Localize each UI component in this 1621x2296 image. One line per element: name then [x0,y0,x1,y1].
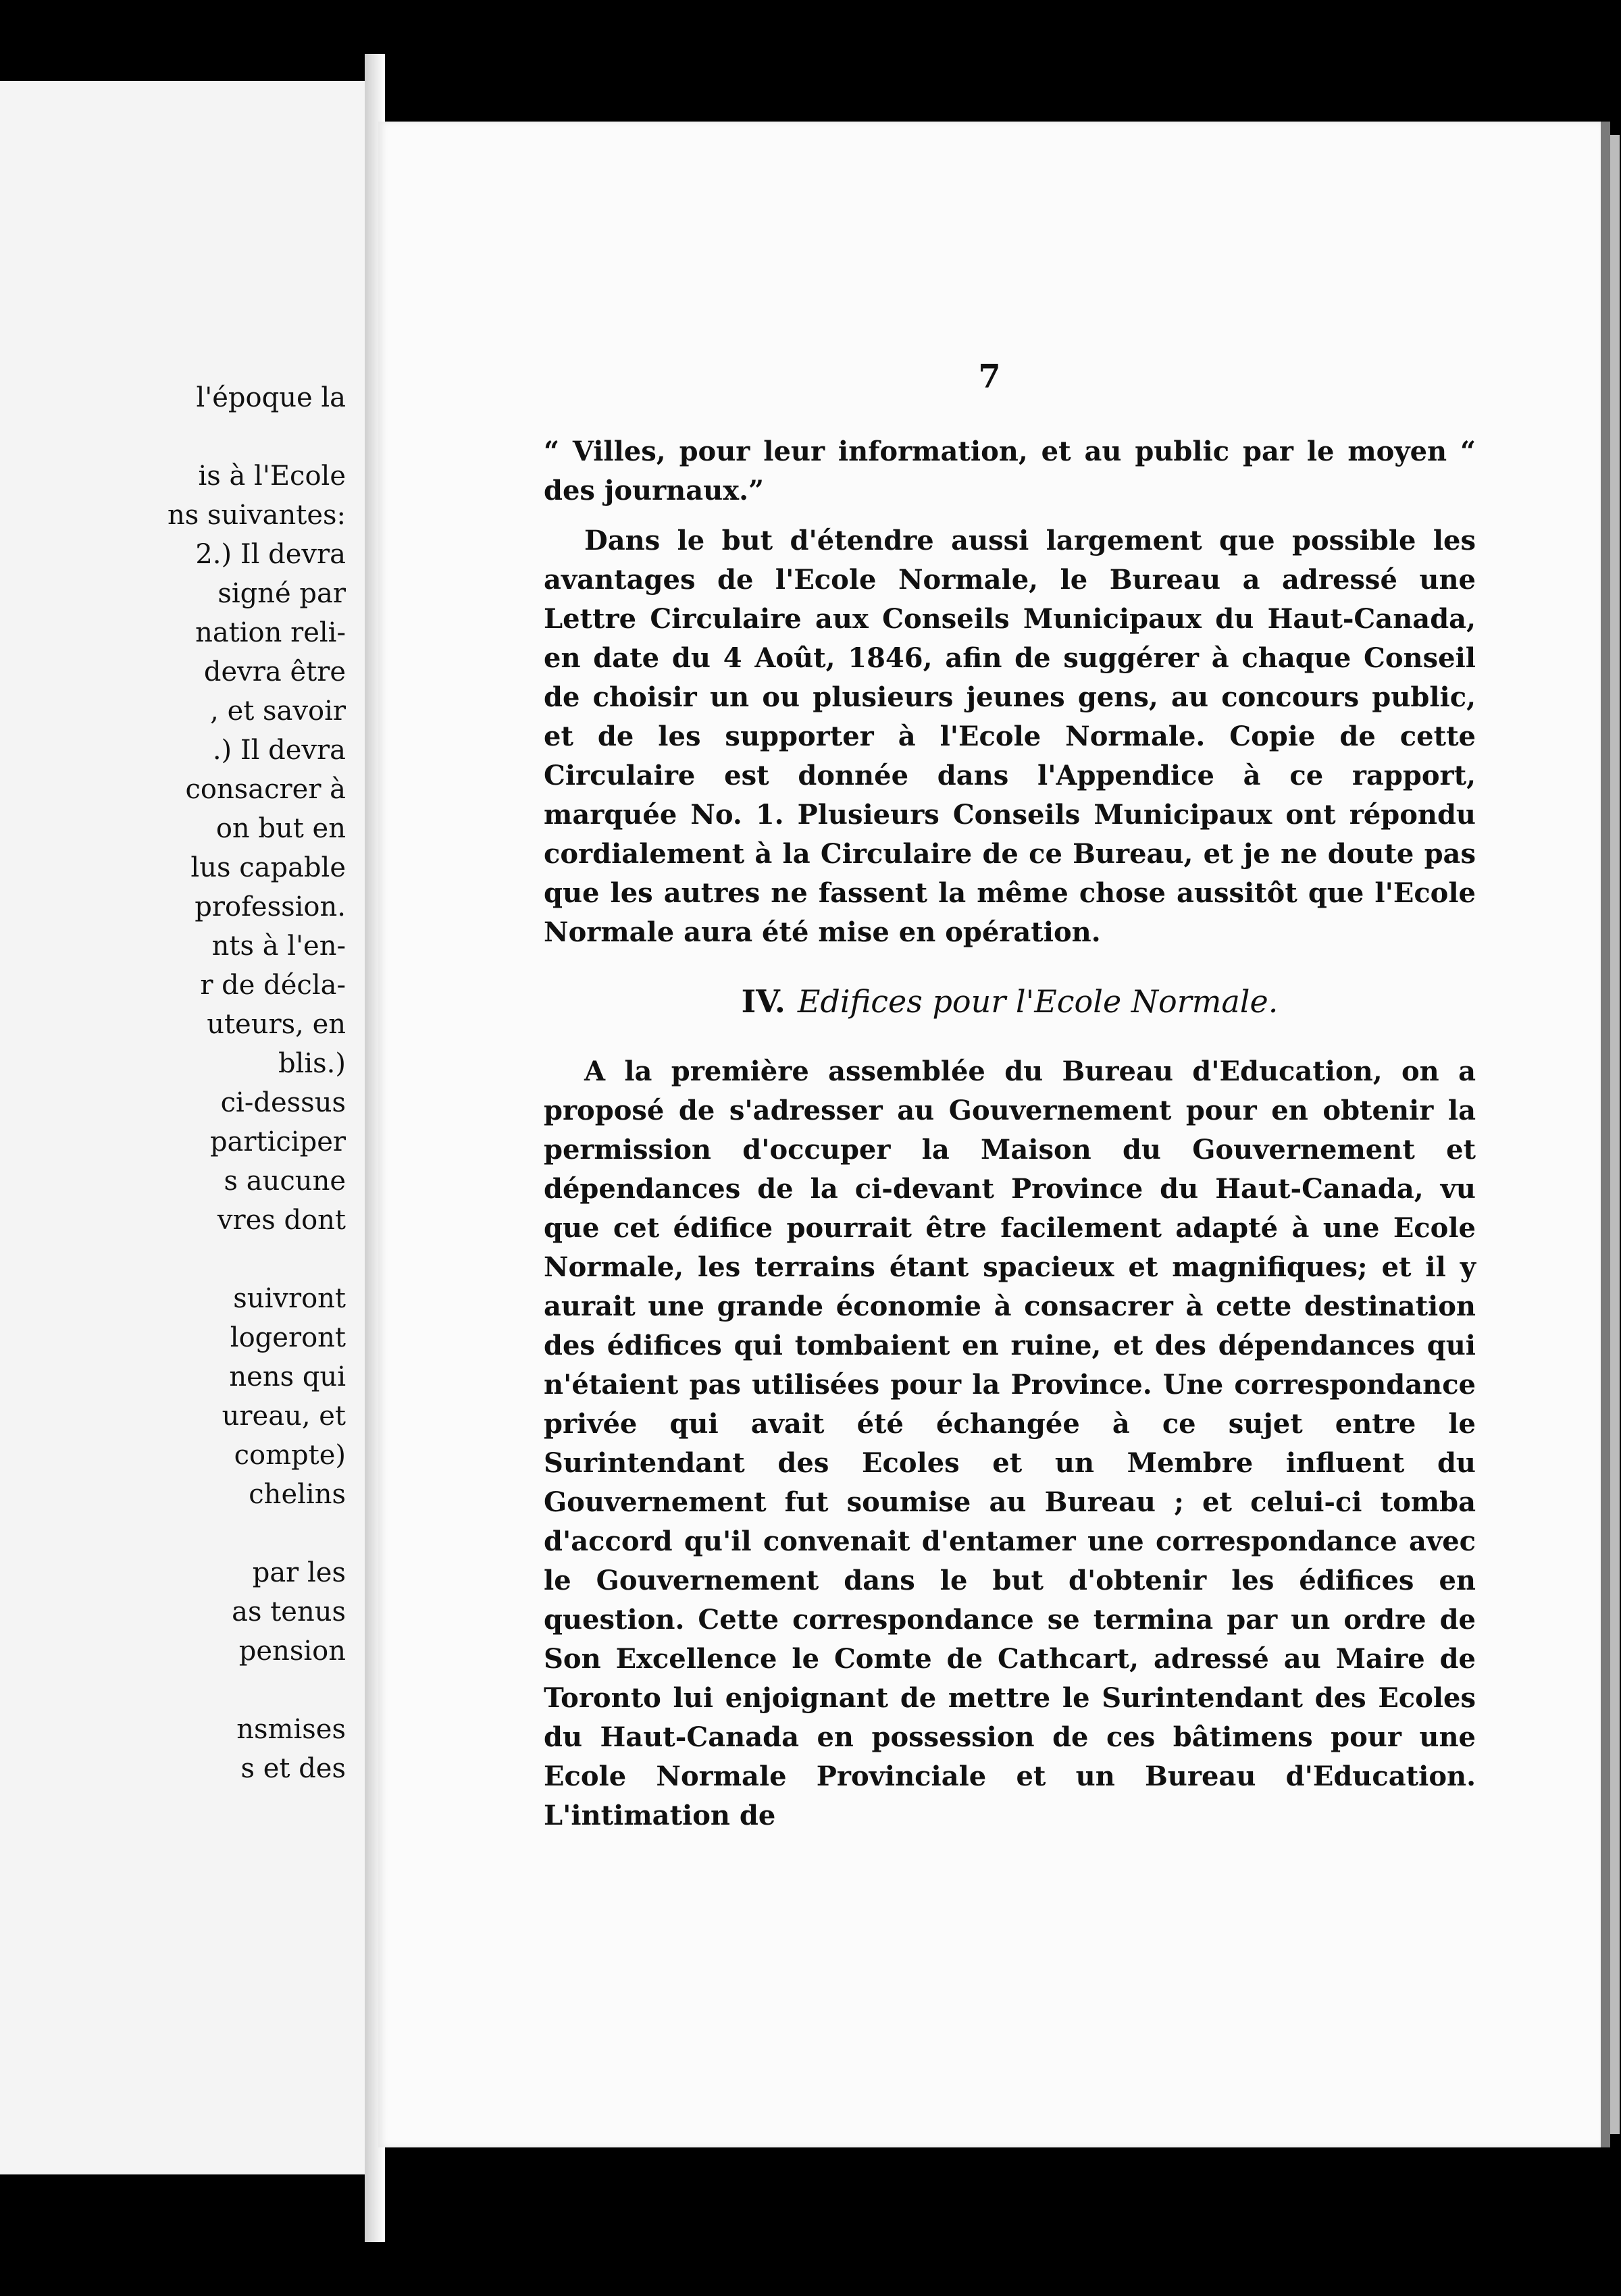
left-page-line: l'époque la [196,382,346,413]
left-page-line: s aucune [224,1166,346,1197]
left-page-line [0,417,346,456]
left-page-line: .) Il devra [212,735,346,766]
left-page-line: , et savoir [210,696,346,727]
left-page-line: as tenus [232,1596,346,1627]
left-page-line: nens qui [229,1361,346,1392]
left-page-line: on but en [215,813,346,844]
left-page-line: logeront [230,1322,346,1353]
left-page-line: compte) [234,1440,346,1471]
left-page-line: pension [238,1636,346,1667]
left-page-line [0,1514,346,1553]
right-page [378,122,1610,2147]
left-page-line: nsmises [236,1714,346,1745]
left-page-line: ns suivantes: [167,500,346,531]
left-page-line: blis.) [278,1048,346,1079]
left-page-line: nts à l'en- [211,931,346,962]
paragraph-edifices: A la première assemblée du Bureau d'Education, on a proposé de s'adresser au Gouvernement pour en obtenir la permission d'occuper la Maison du Gouvernement et dépendances de la ci-devant Province du Haut-Canada, vu que cet édifice pourrait être facilement adapté à une Ecole Normale, les terrains étant spacieux et magnifiques; et il y aurait une grande économie à consacrer à cette destination des édifices qui tombaient en ruine, et des dépendances qui n'étaient pas utilisées pour la Province. Une correspondance privée qui avait été échangée à ce sujet entre le Surintendant des Ecoles et un Membre influent du Gouvernement fut soumise au Bureau ; et celui-ci tomba d'accord qu'il convenait d'entamer une correspondance avec le Gouvernement dans le but d'obtenir les édifices en question. Cette correspondance se termina par un ordre de Son Excellence le Comte de Cathcart, adressé au Maire de Toronto lui enjoignant de mettre le Surintendant des Ecoles du Haut-Canada en possession de ces bâtimens pour une Ecole Normale Provinciale et un Bureau d'Education. L'intimation de [544,1055,1476,1831]
left-page-line: s et des [240,1753,346,1784]
paragraph-circulaire: Dans le but d'étendre aussi largement que possible les avantages de l'Ecole Normale, le Bureau a adressé une Lettre Circulaire aux Conseils Municipaux du Haut-Canada, en date du 4 Août, 1846, afin de suggérer à chaque Conseil de choisir un ou plusieurs jeunes gens, au concours public, et de les supporter à l'Ecole Normale. Copie de cette Circulaire est donnée dans l'Appendice à ce rapport, marquée No. 1. Plusieurs Conseils Municipaux ont répondu cordialement à la Circulaire de ce Bureau, et je ne doute pas que les autres ne fassent la même chose aussitôt que l'Ecole Normale aura été mise en opération. [544,525,1476,948]
left-page-line: vres dont [217,1205,346,1236]
left-page-line: devra être [203,656,346,687]
left-page-line: signé par [217,578,346,609]
left-page-line: is à l'Ecole [198,461,346,492]
section-heading [544,982,1476,1021]
left-page-line: chelins [249,1479,346,1510]
page-number: 7 [978,358,1001,396]
left-page-line: lus capable [190,852,346,883]
left-page-line: r de décla- [200,970,346,1001]
page-body [544,432,1476,1856]
left-page-line: nation reli- [195,617,346,648]
section-number: IV. [741,983,786,1020]
left-page-line: ci-dessus [220,1087,346,1118]
paragraph-continuation: “ Villes, pour leur information, et au public par le moyen “ des journaux.” [544,436,1476,506]
left-page-text [0,378,346,1788]
page-edge [1610,135,1620,2134]
left-page-line: profession. [195,891,346,922]
section-title: Edifices pour l'Ecole Normale. [797,983,1279,1020]
left-page-line: 2.) Il devra [195,539,346,570]
left-page-line [0,1240,346,1279]
left-page-line: consacrer à [185,774,346,805]
left-page [0,81,369,2174]
left-page-line: suivront [233,1283,346,1314]
left-page-line: uteurs, en [207,1009,346,1040]
left-page-line: ureau, et [222,1401,346,1432]
left-page-line: participer [209,1126,346,1157]
left-page-line: par les [252,1557,346,1588]
left-page-line [0,1671,346,1710]
